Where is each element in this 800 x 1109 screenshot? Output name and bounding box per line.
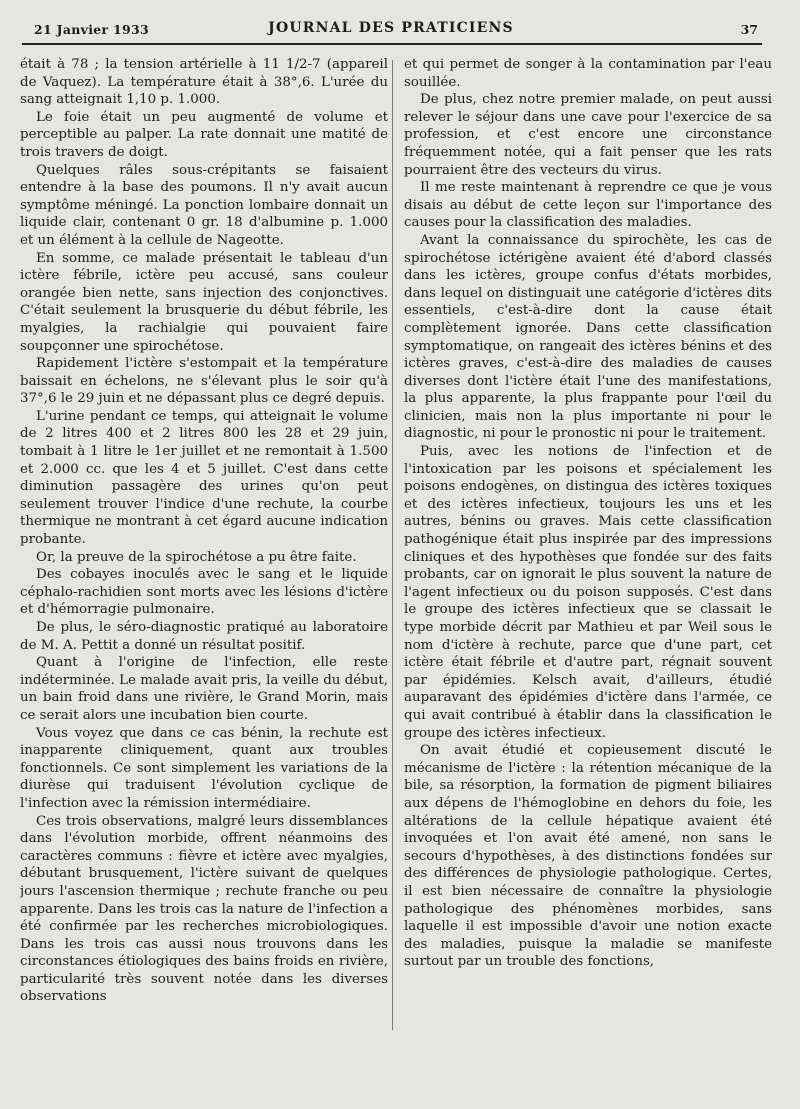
paragraph: Ces trois observations, malgré leurs dissemblances dans l'évolution morbide, offrent néanmoins des caractères communs : fièvre et ictère avec myalgies, débutant brusquement, l'ictère suivant de quelques jours l'ascension thermique ; rechute franche ou peu apparente. Dans les trois cas la nature de l'infection a été confirmée par les recherches microbiologiques. Dans les trois cas aussi nous trouvons dans les circonstances étiologiques des bains froids en rivière, particularité très souvent notée dans les diverses observations bbox=[20, 813, 388, 1005]
paragraph: On avait étudié et copieusement discuté le mécanisme de l'ictère : la rétention mécanique de la bile, sa résorption, la formation de pigment biliaires aux dépens de l'hémoglobine en dehors du foie, les altérations de la cellule hépatique avaient été invoquées et l'on avait été amené, non sans le secours d'hypothèses, à des distinctions fondées sur des différences de physiologie pathologique. Certes, il est bien nécessaire de connaître la physiologie pathologique des phénomènes morbides, sans laquelle il est impossible d'avoir une notion exacte des maladies, puisque la maladie se manifeste surtout par un trouble des fonctions, bbox=[404, 743, 772, 970]
page-header bbox=[22, 18, 760, 42]
header-date: 21 Janvier 1933 bbox=[34, 22, 150, 37]
paragraph: Des cobayes inoculés avec le sang et le liquide céphalo-rachidien sont morts avec les lésions d'ictère et d'hémorragie pulmonaire. bbox=[20, 567, 388, 618]
paragraph: Or, la preuve de la spirochétose a pu être faite. bbox=[36, 549, 357, 565]
column-divider bbox=[392, 60, 393, 1030]
paragraph: Vous voyez que dans ce cas bénin, la rechute est inapparente cliniquement, quant aux troubles fonctionnels. Ce sont simplement les variations de la diurèse qui traduisent l'évolution cyclique de l'infection avec la rémission intermédiaire. bbox=[20, 725, 388, 811]
journal-title: JOURNAL DES PRATICIENS bbox=[268, 20, 514, 36]
paragraph: De plus, chez notre premier malade, on peut aussi relever le séjour dans une cave pour l'exercice de sa profession, et c'est encore une circonstance fréquemment notée, qui a fait penser que les rats pourraient être des vecteurs du virus. bbox=[404, 92, 772, 178]
right-column bbox=[404, 56, 772, 1086]
paragraph: De plus, le séro-diagnostic pratiqué au laboratoire de M. A. Pettit a donné un résultat positif. bbox=[20, 620, 388, 653]
paragraph: était à 78 ; la tension artérielle à 11 1/2-7 (appareil de Vaquez). La température était à 38°,6. L'urée du sang atteignait 1,10 p. 1.000. bbox=[20, 57, 388, 108]
paragraph: En somme, ce malade présentait le tableau d'un ictère fébrile, ictère peu accusé, sans couleur orangée bien nette, sans injection des conjonctives. C'était seulement la brusquerie du début fébrile, les myalgies, la rachialgie qui pouvaient faire soupçonner une spirochétose. bbox=[20, 250, 388, 354]
page-number: 37 bbox=[740, 22, 758, 37]
left-column bbox=[20, 56, 388, 1086]
paragraph: L'urine pendant ce temps, qui atteignait le volume de 2 litres 400 et 2 litres 800 les 28 et 29 juin, tombait à 1 litre le 1er juillet et ne remontait à 1.500 et 2.000 cc. que les 4 et 5 juillet. C'est dans cette diminution passagère des urines qu'on peut seulement trouver l'indice d'une rechute, la courbe thermique ne montrant à cet égard aucune indication probante. bbox=[20, 408, 388, 548]
paragraph: Quelques râles sous-crépitants se faisaient entendre à la base des poumons. Il n'y avait aucun symptôme méningé. La ponction lombaire donnait un liquide clair, contenant 0 gr. 18 d'albumine p. 1.000 et un élément à la cellule de Nageotte. bbox=[20, 162, 388, 248]
paragraph: Avant la connaissance du spirochète, les cas de spirochétose ictérigène avaient été d'abord classés dans les ictères, groupe confus d'états morbides, dans lequel on distinguait une catégorie d'ictères dits essentiels, c'est-à-dire dont la cause était complètement ignorée. Dans cette classification symptomatique, on rangeait des ictères bénins et des ictères graves, c'est-à-dire des maladies de causes diverses dont l'ictère était l'une des manifestations, la plus apparente, la plus frappante pour l'œil du clinicien, mais non la plus importante ni pour le diagnostic, ni pour le pronostic ni pour le traitement. bbox=[404, 232, 772, 442]
paragraph: Puis, avec les notions de l'infection et de l'intoxication par les poisons et spécialement les poisons endogènes, on distingua des ictères toxiques et des ictères infectieux, toujours les uns et les autres, bénins ou graves. Mais cette classification pathogénique était plus inspirée par des impressions cliniques et des hypothèses que fondée sur des faits probants, car on ignorait le plus souvent la nature de l'agent infectieux ou du poison supposés. C'est dans le groupe des ictères infectieux que se classait le type morbide décrit par Mathieu et par Weil sous le nom d'ictère à rechute, parce que d'une part, cet ictère était fébrile et d'autre part, régnait souvent par épidémies. Kelsch avait, d'ailleurs, étudié auparavant des épidémies d'ictère dans l'armée, ce qui avait contribué à établir dans la classification le groupe des ictères infectieux. bbox=[404, 444, 772, 741]
header-rule bbox=[22, 43, 762, 45]
paragraph: et qui permet de songer à la contamination par l'eau souillée. bbox=[404, 57, 772, 90]
paragraph: Rapidement l'ictère s'estompait et la température baissait en échelons, ne s'élevant plus le soir qu'à 37°,6 le 29 juin et ne dépassant plus ce degré depuis. bbox=[20, 356, 388, 407]
paragraph: Le foie était un peu augmenté de volume et perceptible au palper. La rate donnait une matité de trois travers de doigt. bbox=[20, 109, 388, 160]
paragraph: Quant à l'origine de l'infection, elle reste indéterminée. Le malade avait pris, la veille du début, un bain froid dans une rivière, le Grand Morin, mais ce serait alors une incubation bien courte. bbox=[20, 655, 388, 723]
paragraph: Il me reste maintenant à reprendre ce que je vous disais au début de cette leçon sur l'importance des causes pour la classification des maladies. bbox=[404, 180, 772, 231]
